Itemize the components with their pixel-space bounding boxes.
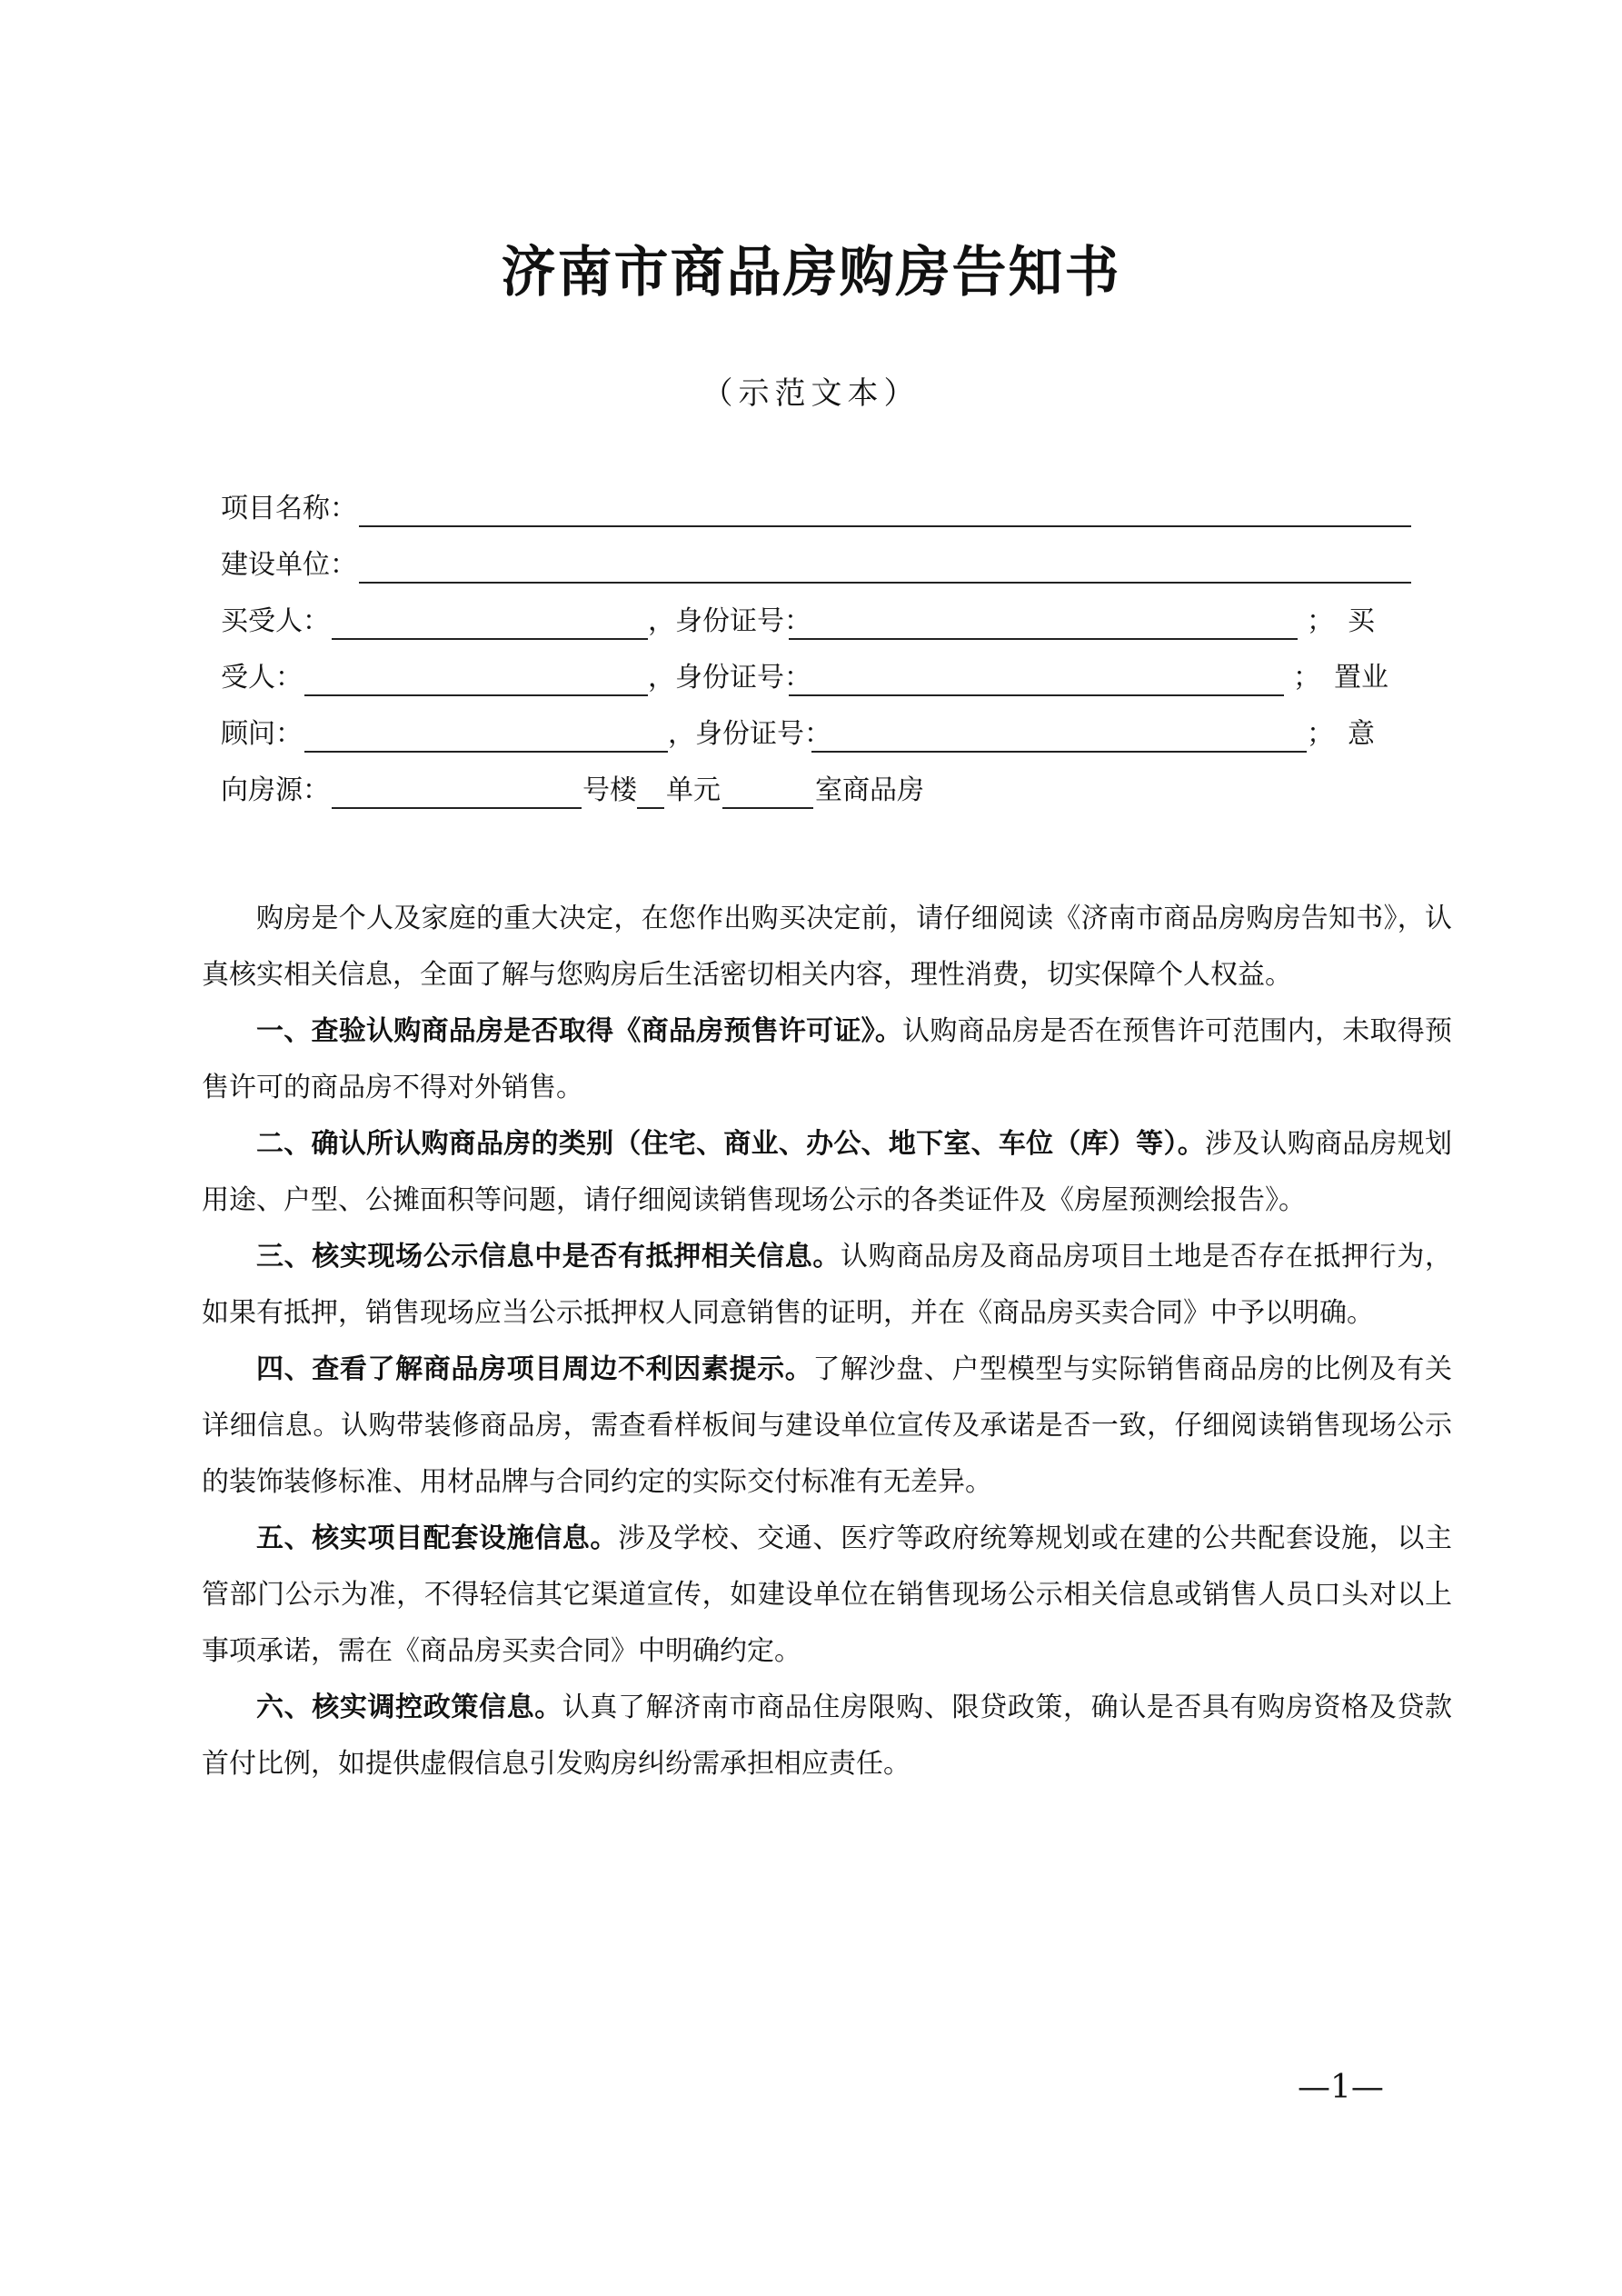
section-3-heading: 三、核实现场公示信息中是否有抵押相关信息。: [256, 1241, 841, 1273]
building-suffix: 号楼: [582, 774, 637, 806]
consultant-label: 顾问：: [221, 718, 303, 750]
buyer2-name-field[interactable]: [304, 658, 648, 696]
section-5: [202, 1511, 1452, 1680]
section-5-heading: 五、核实项目配套设施信息。: [256, 1522, 619, 1554]
section-5-text: 涉及学校、交通、医疗等政府统筹规划或在建的公共配套设施，以主管部门公示为准，不得轻信其它渠道宣传，如建设单位在销售现场公示相关信息或销售人员口头对以上事项承诺，需在《商品房买卖合同》中明确约定。: [202, 1522, 1453, 1667]
consultant-id-label: ，身份证号：: [668, 718, 831, 750]
section-2-text: 涉及认购商品房规划用途、户型、公摊面积等问题，请仔细阅读销售现场公示的各类证件及《房屋预测绘报告》。: [202, 1128, 1452, 1216]
page-number: —1—: [1298, 2069, 1384, 2106]
unit-number-field[interactable]: [637, 771, 664, 809]
buyer2-id-label: ，身份证号：: [648, 662, 811, 694]
buyer1-name-field[interactable]: [332, 602, 648, 640]
section-1: [202, 1003, 1452, 1116]
section-6: [202, 1680, 1452, 1792]
room-suffix: 室商品房: [815, 774, 924, 806]
row4-tail: ； 置业: [1293, 662, 1388, 694]
room-number-field[interactable]: [722, 771, 813, 809]
consultant-row: [221, 714, 1411, 754]
section-3: [202, 1229, 1452, 1342]
buyer1-id-label: ，身份证号：: [648, 605, 811, 637]
consultant-id-field[interactable]: [811, 714, 1307, 753]
project-name-field[interactable]: [359, 489, 1411, 527]
buyer2-row: [221, 658, 1411, 698]
document-title: 济南市商品房购房告知书: [501, 241, 1121, 304]
buyer1-label: 买受人：: [221, 605, 330, 637]
section-4-text: 了解沙盘、户型模型与实际销售商品房的比例及有关详细信息。认购带装修商品房，需查看样板间与建设单位宣传及承诺是否一致，仔细阅读销售现场公示的装饰装修标准、用材品牌与合同约定的实际交付标准有无差异。: [202, 1353, 1453, 1498]
property-label: 向房源：: [221, 774, 330, 806]
developer-label: 建设单位：: [221, 549, 357, 581]
row5-tail: ； 意: [1307, 718, 1375, 750]
document-body: [202, 891, 1452, 1792]
buyer2-id-field[interactable]: [789, 658, 1284, 696]
buyer1-id-field[interactable]: [789, 602, 1298, 640]
developer-field[interactable]: [359, 545, 1411, 584]
buyer2-label: 受人：: [221, 662, 303, 694]
section-2-heading: 二、确认所认购商品房的类别（住宅、商业、办公、地下室、车位（库）等）。: [256, 1128, 1205, 1160]
section-1-heading: 一、查验认购商品房是否取得《商品房预售许可证》。: [256, 1015, 903, 1047]
section-4: [202, 1342, 1452, 1511]
developer-row: [221, 545, 1411, 585]
document-subtitle: （示范文本）: [702, 375, 920, 412]
property-row: [221, 771, 1411, 811]
unit-suffix: 单元: [666, 774, 721, 806]
row3-tail: ； 买: [1307, 605, 1375, 637]
section-6-heading: 六、核实调控政策信息。: [256, 1692, 562, 1723]
building-number-field[interactable]: [332, 771, 582, 809]
section-6-text: 认真了解济南市商品住房限购、限贷政策，确认是否具有购房资格及贷款首付比例，如提供虚假信息引发购房纠纷需承担相应责任。: [202, 1692, 1453, 1780]
section-2: [202, 1116, 1452, 1229]
section-3-text: 认购商品房及商品房项目土地是否存在抵押行为，如果有抵押，销售现场应当公示抵押权人同意销售的证明，并在《商品房买卖合同》中予以明确。: [202, 1241, 1452, 1329]
consultant-name-field[interactable]: [304, 714, 668, 753]
project-name-label: 项目名称：: [221, 493, 357, 524]
project-name-row: [221, 489, 1411, 529]
section-1-text: 认购商品房是否在预售许可范围内，未取得预售许可的商品房不得对外销售。: [202, 1015, 1453, 1103]
buyer1-row: [221, 602, 1411, 642]
section-4-heading: 四、查看了解商品房项目周边不利因素提示。: [256, 1353, 813, 1385]
intro-paragraph: 购房是个人及家庭的重大决定，在您作出购买决定前，请仔细阅读《济南市商品房购房告知书》，认真核实相关信息，全面了解与您购房后生活密切相关内容，理性消费，切实保障个人权益。: [202, 903, 1452, 991]
